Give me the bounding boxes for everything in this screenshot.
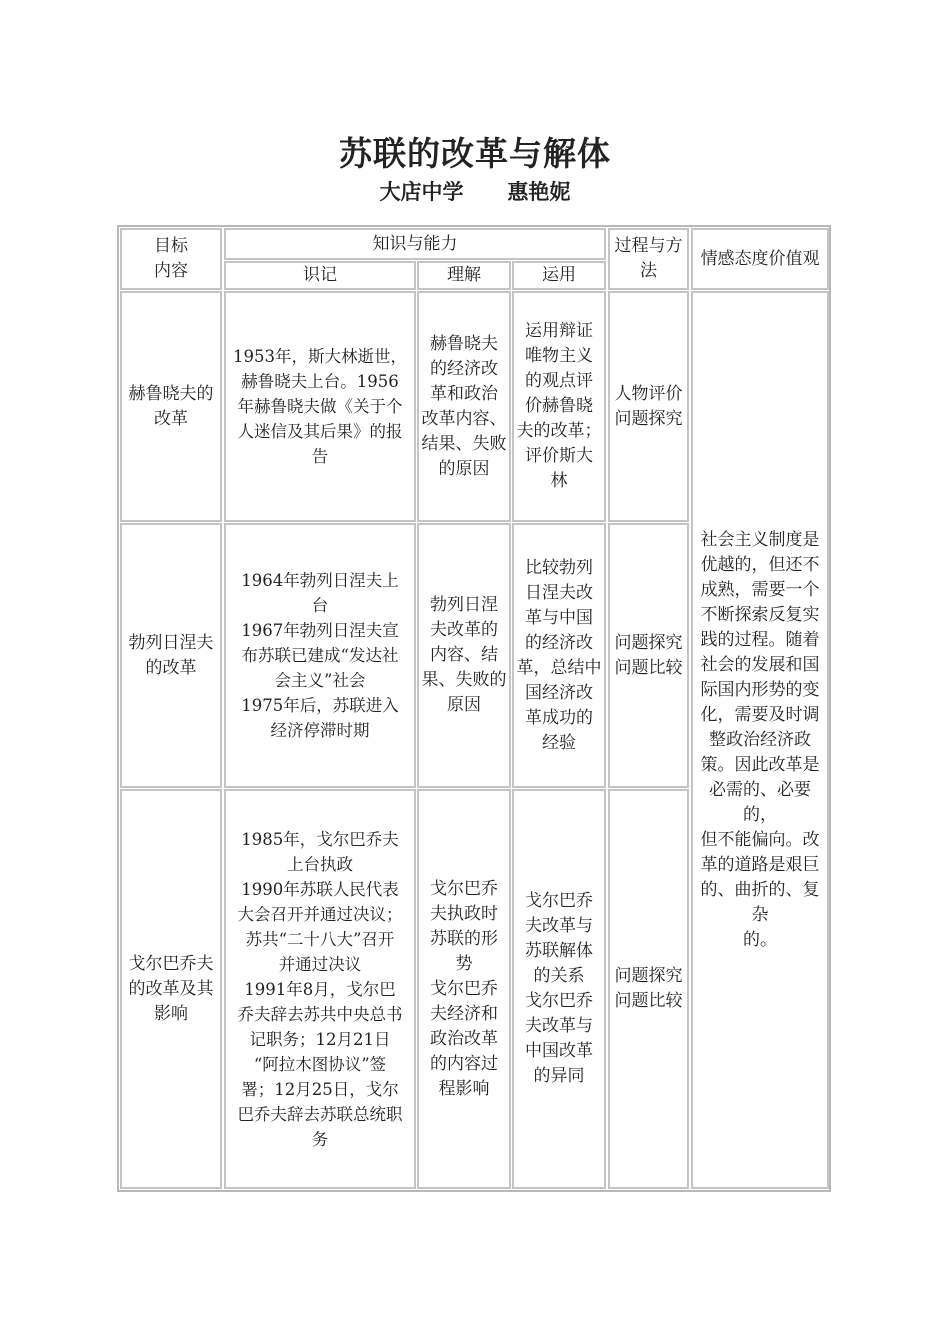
row2-understand-text: 勃列日涅 夫改革的 内容、结 果、失败的 原因	[421, 595, 507, 715]
row1-apply-text: 运用辩证 唯物主义 的观点评 价赫鲁晓 夫的改革； 评价斯大 林	[516, 321, 602, 491]
row3-topic-text: 戈尔巴乔夫 的改革及其 影响	[128, 953, 214, 1024]
header-memorize-label: 识记	[303, 265, 337, 285]
row1-apply	[512, 291, 606, 522]
row3-memorize	[224, 789, 416, 1189]
header-memorize	[224, 261, 416, 290]
page-title: 苏联的改革与解体	[339, 134, 611, 173]
row1-method-text: 人物评价 问题探究	[614, 383, 683, 429]
header-emotion-values	[691, 228, 829, 290]
row2-memorize	[224, 523, 416, 788]
header-process-method-label: 过程与方 法	[614, 236, 683, 281]
header-understand-label: 理解	[447, 265, 481, 285]
row3-topic	[120, 789, 222, 1189]
emotion-values-cell	[691, 291, 829, 1189]
header-understand	[417, 261, 511, 290]
header-target-content-label: 目标 内容	[154, 236, 188, 281]
row1-topic	[120, 291, 222, 522]
row3-memorize-text: 1985年，戈尔巴乔夫 上台执政 1990年苏联人民代表 大会召开并通过决议； 苏共“二十八大”召开 并通过决议 1991年8月，戈尔巴 乔夫辞去苏共中央总书 记职务；12月21日 “阿拉木图协议”签 署；12月25日，戈尔 巴乔夫辞去苏联总统职 务	[237, 829, 403, 1149]
row1-method	[608, 291, 689, 522]
row1-topic-text: 赫鲁晓夫的 改革	[128, 383, 214, 429]
row2-topic-text: 勃列日涅夫 的改革	[128, 632, 214, 678]
row3-apply	[512, 789, 606, 1189]
emotion-values-text: 社会主义制度是 优越的，但还不 成熟，需要一个 不断探索反复实 践的过程。随着 社会的发展和国 际国内形势的变 化，需要及时调 整政治经济政 策。因此改革是 必需的、必要的， 但不能偏向。改 革的道路是艰巨 的、曲折的、复杂 的。	[700, 529, 820, 950]
row3-understand	[417, 789, 511, 1189]
row1-memorize	[224, 291, 416, 522]
row2-apply-text: 比较勃列 日涅夫改 革与中国 的经济改 革，总结中 国经济改 革成功的 经验	[516, 557, 602, 753]
header-apply-label: 运用	[542, 265, 576, 285]
row1-understand	[417, 291, 511, 522]
row3-method-text: 问题探究 问题比较	[614, 966, 683, 1011]
row1-memorize-text: 1953年，斯大林逝世， 赫鲁晓夫上台。1956 年赫鲁晓夫做《关于个 人迷信及其后果》的报 告	[233, 347, 407, 466]
header-emotion-values-label: 情感态度价值观	[700, 248, 820, 269]
row3-apply-text: 戈尔巴乔 夫改革与 苏联解体 的关系 戈尔巴乔 夫改革与 中国改革 的异同	[525, 891, 593, 1086]
header-apply	[512, 261, 606, 290]
row3-understand-text: 戈尔巴乔 夫执政时 苏联的形 势 戈尔巴乔 夫经济和 政治改革 的内容过 程影响	[430, 878, 498, 1099]
row2-method	[608, 523, 689, 788]
row2-memorize-text: 1964年勃列日涅夫上 台 1967年勃列日涅夫宣 布苏联已建成“发达社 会主义”社会 1975年后，苏联进入 经济停滞时期	[241, 571, 399, 740]
row1-understand-text: 赫鲁晓夫 的经济改 革和政治 改革内容、 结果、失败 的原因	[421, 333, 507, 479]
row2-topic	[120, 523, 222, 788]
header-knowledge-ability-label: 知识与能力	[372, 233, 458, 254]
header-knowledge-ability	[224, 228, 606, 260]
header-process-method	[608, 228, 689, 290]
page-subtitle: 大店中学 惠艳妮	[379, 179, 571, 204]
row2-apply	[512, 523, 606, 788]
row2-understand	[417, 523, 511, 788]
row2-method-text: 问题探究 问题比较	[614, 632, 683, 678]
header-target-content	[120, 228, 222, 290]
row3-method	[608, 789, 689, 1189]
